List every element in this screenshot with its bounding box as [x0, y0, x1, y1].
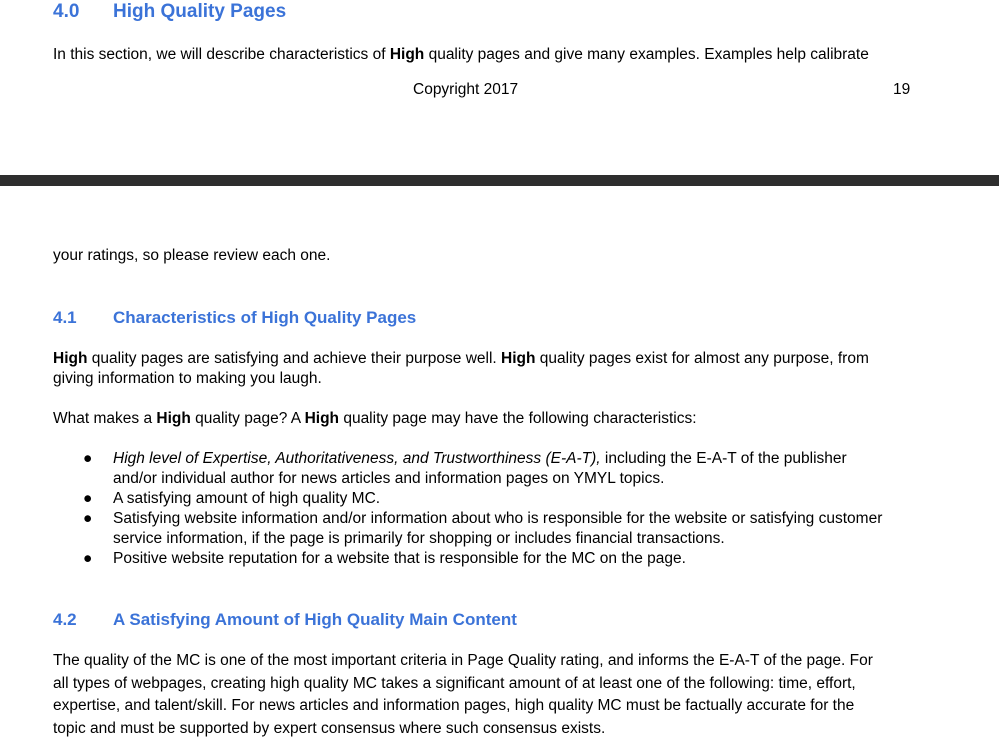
italic-text: High level of Expertise, Authoritativeness, and Trustworthiness (E-A-T),: [113, 450, 601, 467]
bullet-icon: ●: [83, 450, 93, 467]
list-item-line: Positive website reputation for a website that is responsible for the MC on the page.: [113, 550, 686, 567]
list-item: [83, 449, 953, 489]
intro-bold: High: [389, 46, 425, 63]
intro-text: In this section, we will describe characteristics of: [53, 46, 390, 63]
paragraph-text: quality page may have the following characteristics:: [339, 410, 697, 427]
question-paragraph: [53, 409, 943, 429]
page-separator: [0, 175, 999, 186]
characteristics-list: [83, 449, 953, 569]
bold-high: High: [53, 350, 88, 367]
paragraph-line: topic and must be supported by expert consensus where such consensus exists.: [53, 719, 606, 737]
bold-high: High: [156, 410, 191, 427]
list-item-line: Satisfying website information and/or information about who is responsible for the website or satisfying customer: [113, 510, 883, 527]
footer-page-number: 19: [893, 81, 911, 98]
section-title: A Satisfying Amount of High Quality Main Content: [113, 610, 517, 629]
characteristics-paragraph: [53, 349, 943, 389]
intro-paragraph: [53, 45, 943, 65]
paragraph-text: quality pages are satisfying and achieve their purpose well.: [87, 350, 502, 367]
paragraph-text: What makes a: [53, 410, 157, 427]
list-item: [83, 489, 953, 509]
bold-high: High: [501, 350, 536, 367]
intro-text-end: quality pages and give many examples. Examples help calibrate: [424, 46, 869, 63]
list-item-line: A satisfying amount of high quality MC.: [113, 490, 381, 507]
section-heading-4-0: [53, 1, 286, 23]
footer-copyright: Copyright 2017: [413, 81, 519, 98]
bullet-icon: ●: [83, 510, 93, 527]
section-title: High Quality Pages: [113, 1, 287, 22]
continuation-text: your ratings, so please review each one.: [53, 247, 331, 264]
section-title: Characteristics of High Quality Pages: [113, 308, 417, 327]
list-item-line: service information, if the page is primarily for shopping or includes financial transactions.: [113, 530, 725, 547]
paragraph-line: [53, 349, 943, 369]
bullet-icon: ●: [83, 550, 93, 567]
paragraph-text: quality page? A: [190, 410, 305, 427]
section-number: 4.0: [53, 1, 80, 22]
section-heading-4-1: [53, 308, 416, 328]
section-heading-4-2: [53, 610, 517, 630]
paragraph-line: The quality of the MC is one of the most important criteria in Page Quality rating, and informs the E-A-T of the page. For: [53, 652, 873, 669]
list-item: [83, 549, 953, 569]
list-item-line: and/or individual author for news articles and information pages on YMYL topics.: [113, 470, 665, 487]
main-content-paragraph: [53, 650, 943, 740]
paragraph-line: expertise, and talent/skill. For news articles and information pages, high quality MC must be factually accurate for the: [53, 697, 855, 714]
bullet-icon: ●: [83, 490, 93, 507]
paragraph-text: quality pages exist for almost any purpose, from: [535, 350, 869, 367]
list-item-line: [113, 449, 953, 469]
document-page-top: [0, 0, 999, 175]
paragraph-line: all types of webpages, creating high quality MC takes a significant amount of at least one of the following: time, effort,: [53, 674, 856, 692]
section-number: 4.1: [53, 308, 77, 327]
section-number: 4.2: [53, 610, 77, 629]
list-item-text: including the E-A-T of the publisher: [600, 450, 847, 467]
document-page-bottom: [0, 186, 999, 745]
list-item: [83, 509, 953, 549]
bold-high: High: [304, 410, 340, 427]
paragraph-line: giving information to making you laugh.: [53, 370, 322, 387]
